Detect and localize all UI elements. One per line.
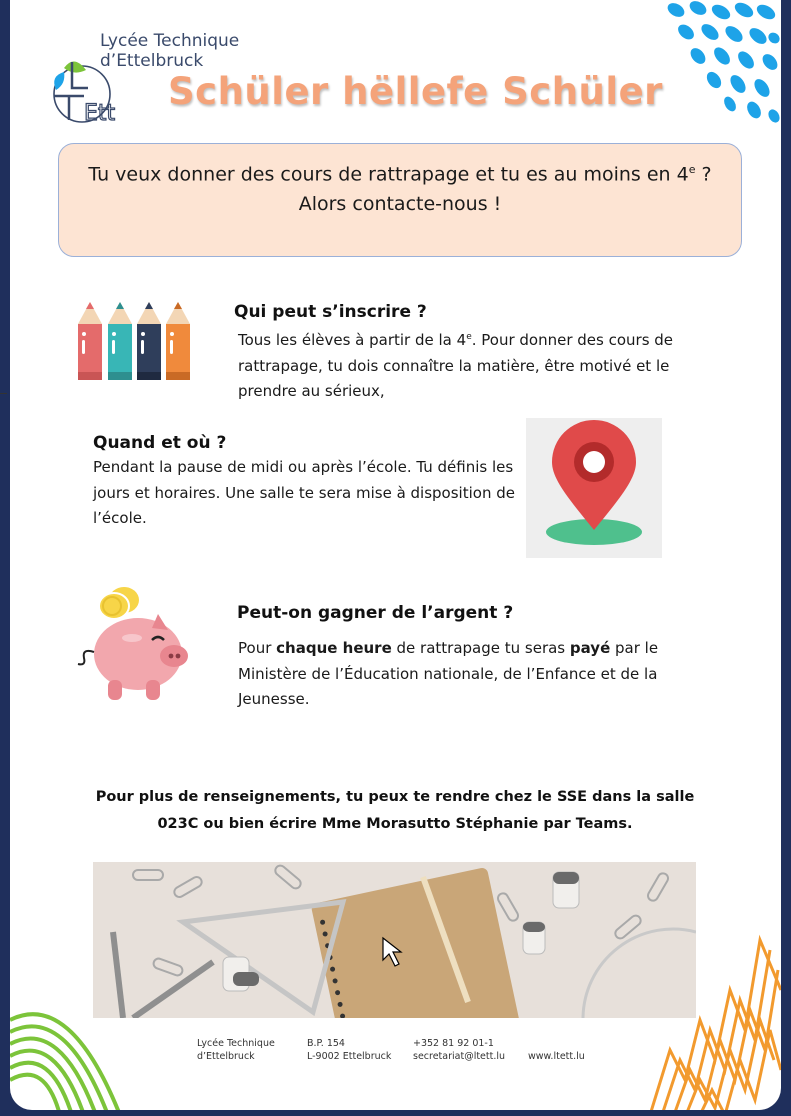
who-heading: Qui peut s’inscrire ? bbox=[234, 302, 427, 322]
location-pin-icon bbox=[526, 418, 662, 558]
contact-note bbox=[70, 784, 720, 838]
when-text: Pendant la pause de midi ou après l’école. Tu définis les jours et horaires. Une salle te sera mise à disposition de l’école. bbox=[93, 458, 515, 527]
footer-web bbox=[528, 1037, 585, 1063]
footer-website-link[interactable]: www.ltett.lu bbox=[528, 1051, 585, 1062]
who-text: Tous les élèves à partir de la 4e. Pour donner des cours de rattrapage, tu dois connaître la matière, être motivé et le prendre au sérieux, bbox=[238, 331, 674, 400]
money-text: Pour chaque heure de rattrapage tu seras payé par le Ministère de l’Éducation nationale, de l’Enfance et de la Jeunesse. bbox=[238, 639, 659, 708]
footer-phone: +352 81 92 01-1 bbox=[413, 1038, 494, 1049]
footer-email-link[interactable]: secretariat@ltett.lu bbox=[413, 1051, 506, 1062]
footer-school: Lycée Technique d’Ettelbruck bbox=[197, 1038, 275, 1062]
callout-line2: Alors contacte-nous ! bbox=[298, 193, 502, 216]
contact-note-line2: 023C ou bien écrire Mme Morasutto Stéphanie par Teams. bbox=[157, 816, 633, 832]
footer-contact bbox=[413, 1037, 505, 1063]
blue-dots-decoration bbox=[646, 0, 781, 130]
school-name-line1: Lycée Technique bbox=[100, 31, 240, 51]
callout-line1: Tu veux donner des cours de rattrapage et tu es au moins en 4e ? bbox=[88, 163, 712, 186]
piggy-bank-icon bbox=[74, 582, 202, 710]
school-name bbox=[100, 31, 239, 71]
page-title: Schüler hëllefe Schüler bbox=[168, 70, 663, 113]
school-name-line2: d’Ettelbruck bbox=[100, 51, 204, 71]
contact-note-line1: Pour plus de renseignements, tu peux te rendre chez le SSE dans la salle bbox=[95, 789, 695, 805]
flyer-page bbox=[10, 0, 781, 1110]
pencils-icon bbox=[74, 300, 194, 382]
margin-tick bbox=[0, 393, 7, 394]
svg-text:Ett: Ett bbox=[84, 101, 116, 126]
footer-address: B.P. 154 L-9002 Ettelbruck bbox=[307, 1038, 392, 1062]
when-heading: Quand et où ? bbox=[93, 433, 227, 453]
desk-photo bbox=[93, 862, 696, 1018]
money-heading: Peut-on gagner de l’argent ? bbox=[237, 603, 514, 623]
callout-box bbox=[58, 143, 742, 257]
